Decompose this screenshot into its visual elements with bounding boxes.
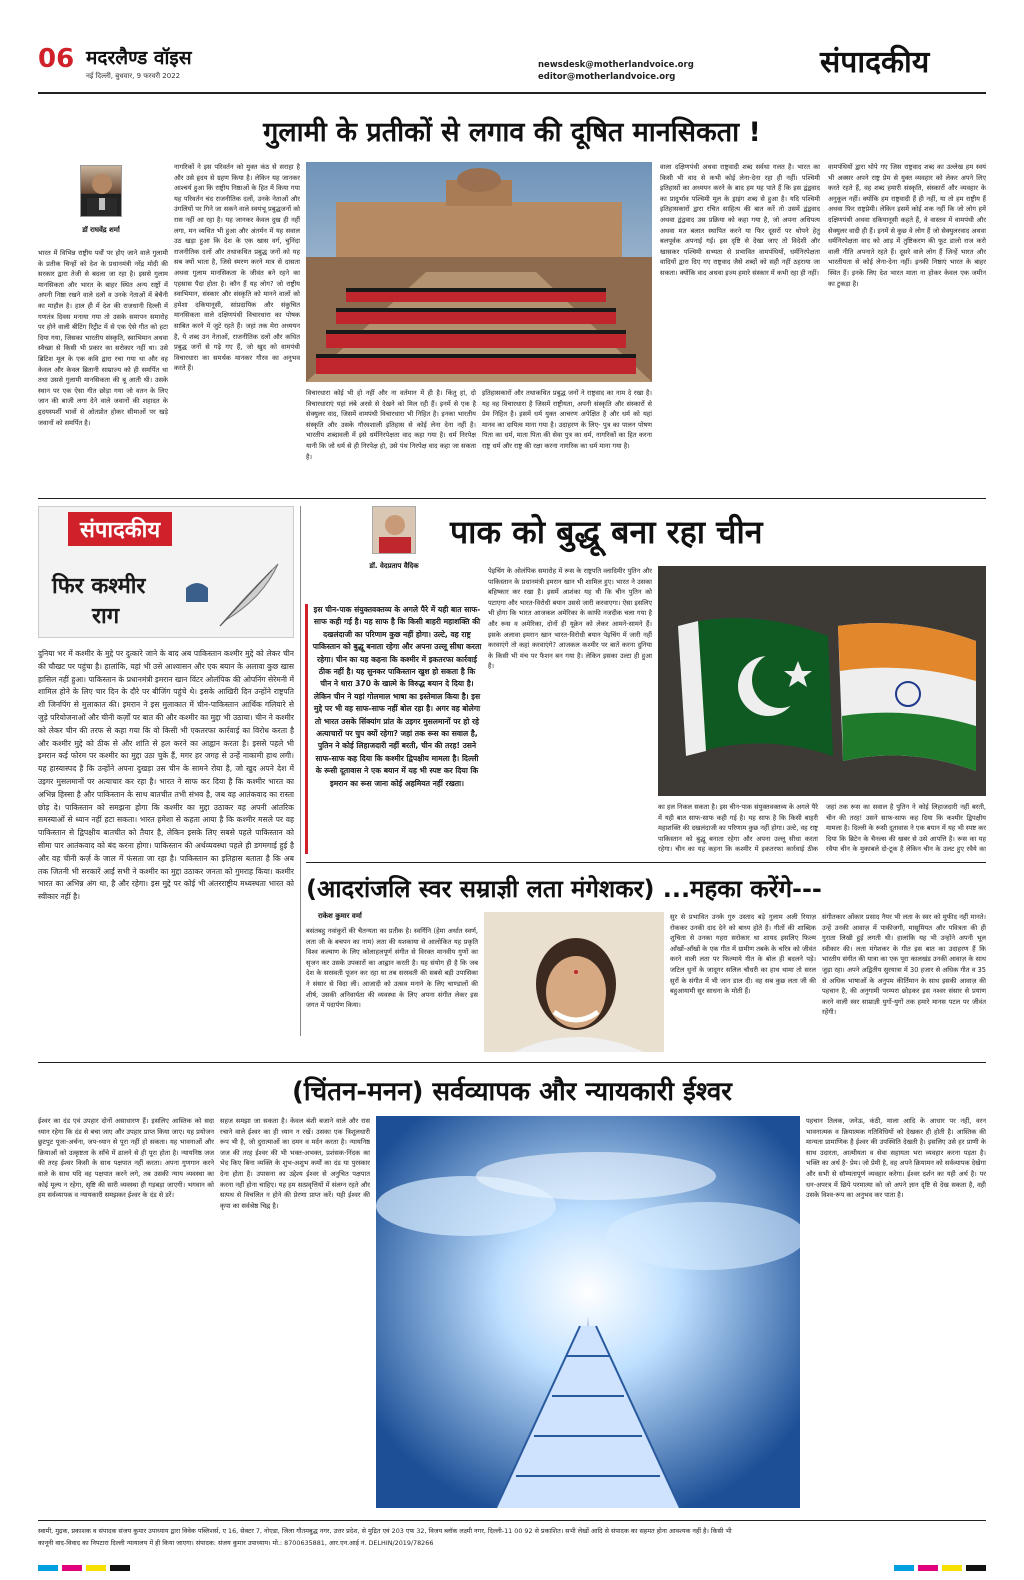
editorial-text: दुनिया भर में कश्मीर के मुद्दे पर दुत्कारे जाने के बाद अब पाकिस्तान कश्मीर मुद्दे को लेकर चीन की चौखट पर पहुंचा है। हालांकि, यहां भी उसे आश्वासन और एक बयान के अलावा कुछ खास हासिल नहीं हुआ। पाकिस्तान के प्रधानमंत्री इमरान खान विंटर ओलंपिक की ओपनिंग सेरेमनी में शामिल होने के लिए चार दिन के दौरे पर बीजिंग पहुंचे थे। इसके आखिरी दिन उन्होंने राष्ट्रपति शी जिनपिंग से मुलाकात की। इमरान ने इस मुलाकात में चीन-पाकिस्तान आर्थिक गलियारे से जुड़े परियोजनाओं और चीनी कर्ज़ों पर बात की और कश्मीर का मुद्दा भी उठाया। चीन ने कश्मीर को लेकर चीन की तरफ से कहा गया कि वो किसी भी एकतरफा कार्रवाई का विरोध करता है और कश्मीर मुद्दे को ठीक से और शांति से हल करने का आह्वान करता है। इससे पहले भी इमरान कई फोरम पर कश्मीर का मुद्दा उठा चुके हैं, मगर हर जगह से उन्हें नाकामी हाथ लगी। यह हास्यास्पद है कि उन्होंने अपना दुखड़ा उस चीन के सामने रोया है, जो खुद अपने देश में उइगर मुसलमानों पर अत्याचार कर रहा है। भारत ने साफ कर दिया है कि कश्मीर भारत का अभिन्न हिस्सा है और पाकिस्तान के साथ बातचीत तभी संभव है, जब वह आतंकवाद का रास्ता छोड़ दे। पाकिस्तान को समझना होगा कि कश्मीर का मुद्दा उठाकर वह अपनी आंतरिक समस्याओं से ध्यान नहीं हटा सकता। भारत हमेशा से कहता आया है कि कश्मीर मसले पर वह पाकिस्तान से द्विपक्षीय बातचीत को तैयार है, लेकिन इसके लिए सबसे पहले पाकिस्तान को सीमा पार आतंकवाद को बंद करना होगा। पाकिस्तान की अर्थव्यवस्था पहले ही डगमगाई हुई है और वह चीनी कर्ज़ के जाल में फंसता जा रहा है। पाकिस्तान का इतिहास बताता है कि अब तक जितनी भी सरकारें आईं सभी ने कश्मीर का मुद्दा उठाकर जनता को गुमराह किया। कश्मीर भारत का अभिन्न अंग था, है और रहेगा। इस मुद्दे पर कोई भी अंतरराष्ट्रीय मध्यस्थता भारत को स्वीकार नहीं है। (38, 649, 294, 902)
dateline: नई दिल्ली, बुधवार, 9 फरवरी 2022 (86, 72, 181, 80)
article2-lead: इस चीन-पाक संयुक्तवक्तव्य के अगले पैरे में यही बात साफ-साफ कही गई है। यह साफ है कि किसी बाहरी महाशक्ति की दखलंदाजी का परिणाम कुछ नहीं होगा। उल्टे, वह राष्ट्र पाकिस्तान को बुद्धू बनाता रहेगा और अपना उल्लू सीधा करता रहेगा। चीन का यह कहना कि कश्मीर में इकतरफा कार्रवाई ठीक नहीं है। यह सुनकर पाकिस्तान खुश हो सकता है कि चीन ने धारा 370 के खात्मे के विरुद्ध बयान दे दिया है। लेकिन चीन ने यहां गोलमाल भाषा का इस्तेमाल किया है। इस मुद्दे पर भी वह साफ-साफ नहीं बोल रहा है। अगर वह बोलेगा तो भारत उसके सिंक्यांग प्रांत के उइगर मुसलमानों पर हो रहे अत्याचारों पर चुप क्यों रहेगा? जहां तक रूस का सवाल है, पुतिन ने कोई लिहाजदारी नहीं बरती, चीन की तरह! उसने साफ-साफ कह दिया कि कश्मीर द्विपक्षीय मामला है। दिल्ली के रूसी दूतावास ने एक बयान में यह भी स्पष्ट कर दिया कि इमरान का रूस जाना कोई अहमियत नहीं रखता। (312, 605, 482, 788)
email-newsdesk: newsdesk@motherlandvoice.org (538, 60, 694, 70)
author-name-vaidik: डॉ. वेदप्रताप वैदिक (369, 562, 419, 570)
ink-pot-icon (182, 576, 212, 610)
author-name: डॉ राघवेंद्र शर्मा (82, 226, 120, 234)
quill-icon (212, 560, 282, 634)
article3-col2: सुर से प्रभावित उनके गुरु उस्ताद बड़े गुलाम अली रियाज़ रोककर उनकी दाद देने को बाध्य होते हैं। गीतों की शाब्दिक शुचिता से उनका गहरा सरोकार था शायद इसलिए फिल्म आँखों-आँखों के एक गीत में ग्रामीण तबके के चरित्र को जीवंत करने वाली लता पर फिल्माये गीत के बोल ही बदलने पड़े। जटिल धुनों के जादूगर सलिल चौधरी का हाथ थामा तो सरल सुरों के संगीत में भी जान डाल दी। वह सब कुछ लता जी की बहुआयामी सुर साधना के मोती हैं। (670, 913, 816, 996)
paper-name: मदरलैण्ड वॉइस (86, 47, 192, 69)
article1-col6: वामपंथियों द्वारा थोपे गए जिस राष्ट्रवाद शब्द का उल्लेख हम स्वयं भी अक्सर अपने राष्ट्र प्रेम से युक्त व्यवहार को लेकर अपने लिए करते रहते हैं, वह शब्द हमारी संस्कृति, संस्कारों और व्यवहार के अनुकूल नहीं। क्योंकि हम राष्ट्रवादी हैं ही नहीं, या तो हम राष्ट्रीय हैं अथवा फिर राष्ट्रप्रेमी। लेकिन इसमें कोई शक नहीं कि जो लोग हमें दक्षिणपंथी अथवा दकियानूसी कहते हैं, वे वास्तव में वामपंथी और सेक्युलर वादी ही हैं। इनमें से कुछ वे लोग हैं जो सेक्युलरवाद अथवा धर्मनिरपेक्षता वाद को आड़ में तुष्टिकरण की फूट डालो राज करो वाली नीति अपनाते रहते हैं। दूसरे वाले लोग हैं जिन्हें भारत और भारतीयता से कोई लेना-देना नहीं। इनकी निष्ठाएं भारत के बाहर स्थित हैं। इनके लिए देश भारत माता ना होकर केवल एक जमीन का टुकड़ा है। (828, 163, 986, 288)
article3-photo-lata (484, 912, 664, 1052)
editorial-title-line2: राग (92, 604, 120, 629)
masthead-rule (38, 92, 986, 94)
article3-headline: (आदरांजलि स्वर सम्राज्ञी लता मंगेशकर) ...महका करेंगे--- (306, 875, 822, 903)
author-name-rakesh: राकेश कुमार वर्मा (318, 912, 362, 920)
article1-headline: गुलामी के प्रतीकों से लगाव की दूषित मानसिकता ! (263, 117, 761, 148)
red-bar (305, 604, 308, 854)
article4-col2: सहज समझा जा सकता है। केवल बंशी बजाने वाले और रास रचाने वाले ईश्वर का ही ध्यान न रखें। उसका एक त्रिशूलधारी रूप भी है, जो दुरात्माओं का दमन व मर्दन करता है। न्यायनिष्ठ जज की तरह ईश्वर की भी भक्त-अभक्त, प्रशंसक-निंदक का भेद किए बिना व्यक्ति के शुभ-अशुभ कर्मों का दंड या पुरस्कार देना होता है। उपासना का उद्देश्य ईश्वर से अनुचित पक्षपात करना नहीं होना चाहिए। यह हम सत्प्रवृत्तियों में संलग्न रहते और सत्पथ से विचलित न होने की प्रेरणा प्राप्त करें। यही ईश्वर की कृपा का सर्वश्रेष्ठ चिह्न है। (220, 1117, 370, 1210)
article2-col4: जहां तक रूस का सवाल है पुतिन ने कोई लिहाजदारी नहीं बरती, चीन की तरह! उसने साफ-साफ कह दिया कि कश्मीर द्विपक्षीय मामला है। दिल्ली के रूसी दूतावास ने एक बयान में यह भी स्पष्ट कर दिया कि ब्रिटेन के चैनल्स की खबर से उसे आपत्ति है। रूस का यह रवैया चीन के मुकाबले दो-टूक है लेकिन चीन के उलट हुए रवैये का (826, 803, 986, 854)
page-number: 06 (38, 44, 75, 74)
article4-headline: (चिंतन-मनन) सर्वव्यापक और न्यायकारी ईश्वर (292, 1077, 732, 1107)
author-photo-vaidik (372, 506, 416, 554)
rule-a3 (38, 1062, 986, 1063)
editorial-badge: संपादकीय (68, 512, 172, 546)
article2-col3: का हल निकल सकता है। इस चीन-पाक संयुक्तवक्तव्य के अगले पैरे में यही बात साफ-साफ कही गई है। यह साफ है कि किसी बाहरी महाशक्ति की दखलंदाजी का परिणाम कुछ नहीं होगा। उल्टे, वह राष्ट्र पाकिस्तान को बुद्धू बनाता रहेगा और अपना उल्लू सीधा करता रहेगा। चीन का यह कहना कि कश्मीर में इकतरफा कार्रवाई ठीक (658, 803, 818, 854)
rule-a1 (38, 498, 986, 499)
article1-col2: नागरिकों ने इस परिवर्तन को मुक्त कंठ से सराहा है और उसे हृदय से ग्रहण किया है। लेकिन यह जानकर आश्चर्य हुआ कि राष्ट्रीय निष्ठाओं के हित में किया गया यह परिवर्तन चंद राजनीतिक दलों, उनके नेताओं और उंगलियों पर गिने जा सकने वाले स्वयंभू प्रबुद्धजनों को रास नहीं आ रहा है। यह जानकर केवल दुख ही नहीं लगा, मन व्यथित भी हुआ और अंतर्मन में यह सवाल उठ खड़ा हुआ कि देश के एक खास वर्ग, चुनिंदा राजनीतिक दलों और तथाकथित प्रबुद्ध जनों को यह सब क्यों भाता है, जिसे स्मरण करने मात्र से दासता अथवा गुलाम मानसिकता के जीवंत बने रहने का एहसास पैदा होता है। कौन हैं यह लोग? जो राष्ट्रीय स्वाभिमान, संस्कार और संस्कृति को मानने वालों को हमेशा दकियानूसी, सांप्रदायिक और संकुचित मानसिकता वाले दक्षिणपंथी विचारधारा का पोषक साबित करने में जुटे रहते हैं। जहां तक मेरा अध्ययन है, ये शब्द उन नेताओं, राजनीतिक दलों और कथित प्रबुद्ध जनों से गढ़े गए हैं, जो खुद को वामपंथी विचारधारा का समर्थक मानकर गौरव का अनुभव करते हैं। (174, 163, 300, 373)
article1-col3: विचारधारा कोई भी हो नहीं और ना वर्तमान में ही है। किंतु हां, दो विचारधाराएं यहां लंबे अरसे से देखने को मिल रही हैं। इनमें से एक है सेक्युलर वाद, जिसमें वामपंथी विचारधारा भी निहित है। इनका भारतीय संस्कृति और उसके गौरवशाली इतिहास से कोई लेना देना नहीं है। भारतीय शब्दावली में इसे धर्मनिरपेक्षता वाद कहा गया है। धर्म निरपेक्ष यानी कि जो धर्म से ही निरपेक्ष हो, उसे पंथ निरपेक्ष वाद कहा जा सकता है। (306, 389, 476, 461)
article1-col1: भारत में विभिन्न राष्ट्रीय पर्वों पर होए जाने वाले गुलामी के प्रतीक चिन्हों को देश के प्रधानमंत्री नरेंद्र मोदी की सरकार द्वारा तेजी से बदला जा रहा है। इससे गुलाम मानसिकता और भारत के बाहर स्थित अन्य राष्ट्रों में अपनी निष्ठा रखने वाले दलों व उनके नेताओं में बेचैनी का माहौल है। हाल ही में देश की राजधानी दिल्ली में गणतंत्र दिवस मनाया गया तो उसके समापन समारोह पर होने वाली बीटिंग रिट्रीट में से एक ऐसे गीत को हटा दिया गया, जिसका भारतीय संस्कृति, स्वाभिमान अथवा स्वैच्छा से किसी भी प्रकार का सरोकार नहीं था। उसे ब्रिटिश मूल के एक कवि द्वारा रचा गया था और वह केवल और केवल ब्रितानी साम्राज्य को ही समर्पित था तथा उससे गुलामी मानसिकता की बू आती थी। उसके स्थान पर एक ऐसा गीत छोड़ा गया जो वतन के लिए जान की बाजी लगा देने वाले जवानों की शहादत के हृदयस्पर्शी भावों से ओतप्रोत होकर सीमाओं पर खड़े जवानों को समर्पित है। (38, 249, 168, 427)
article1-col5: वाला दक्षिणपंथी अथवा राष्ट्रवादी शब्द सर्वथा गलत है। भारत का किसी भी वाद से कभी कोई लेना-देना रहा ही नहीं। पश्चिमी इतिहासों का अध्ययन करने के बाद हम यह पाते हैं कि इस द्वंद्ववाद का प्रादुर्भाव पश्चिमी मूल के ड्राइंग शब्द से हुआ है। यदि पश्चिमी इतिहासकारों द्वारा रचित साहित्य की बात करें तो उसमें द्वंद्ववाद अथवा द्वंद्ववाद उस प्रक्रिया को कहा गया है, जो अपना अधिपत्य अथवा मत बलात स्थापित करने या फिर दूसरों पर थोपने हेतु बलपूर्वक अपनाई गई। इस दृष्टि से देखा जाए तो विदेशी और खासकर पश्चिमी सभ्यता से प्रभावित वामपंथियों, धर्मनिरपेक्षता वादियों द्वारा दिए गए राष्ट्रवाद जैसे शब्दों को सही नहीं ठहराया जा सकता। क्योंकि वाद अथवा इज्म हमारे संस्कार में कभी रहा ही नहीं। (660, 163, 820, 277)
article4-photo-sky-bridge (376, 1116, 800, 1508)
article4-col1: ईश्वर का दंड एवं उपहार दोनों असाधारण हैं। इसलिए आस्तिक को सदा ध्यान रहेगा कि दंड से बचा जाए और उपहार प्राप्त किया जाए। यह प्रयोजन छुटपुट पूजा-अर्चना, जप-ध्यान से पूरा नहीं हो सकता। यह भावनाओं और क्रियाओं को उत्कृष्टता के साँचे में ढालने से ही पूरा होता है। न्यायनिष्ठ जज की तरह ईश्वर किसी के साथ पक्षपात नहीं करता। अपना गुणगान करने वाले के साथ यदि वह पक्षपात करने लगे, तब उसकी न्याय व्यवस्था का कोई मूल्य न रहेगा, सृष्टि की सारी व्यवस्था ही गड़बड़ा जाएगी। भगवान को हम सर्वव्यापक व न्यायकारी समझकर ईश्वर के दंड से डरें। (38, 1117, 214, 1200)
author-photo-raghvendra (80, 165, 122, 217)
color-registration-bar (38, 1556, 986, 1562)
article2-photo-flags (658, 566, 986, 796)
rule-a2 (306, 862, 986, 863)
footer-imprint-line1: स्वामी, मुद्रक, प्रकाशक व संपादक संजय कुमार उपाध्याय द्वारा विवेक पब्लिशर्स, ए 16, सेक्टर 7, नोएडा, जिला गौतमबुद्ध नगर, उत्तर प्रदेश, से मुद्रित एवं 203 एफ 32, विजय ब्लॉक लक्ष्मी नगर, दिल्ली-11 00 92 से प्रकाशित। सभी लेखों आदि से संपादक का सहमत होना आवश्यक नहीं है। किसी भी (38, 1527, 732, 1535)
footer-imprint-line2: कानूनी वाद-विवाद का निपटारा दिल्ली न्यायालय में ही किया जाएगा। संपादक: संजय कुमार उपाध्याय। मो.: 8700635881, आर.एन.आई नं. DELHIN/2019/78266 (38, 1539, 434, 1547)
divider-editorial (300, 506, 301, 1036)
article1-col4: इतिहासकारों और तथाकथित प्रबुद्ध जनों ने राष्ट्रवाद का नाम दे रखा है। यह वह विचारधारा है जिसमें राष्ट्रीयता, अपनी संस्कृति और संस्कारों से प्रेम निहित है। इसमें धर्म युक्त आचरण अपेक्षित है और धर्म को यहां मानव का दायित्व माना गया है। उदाहरण के लिए- पुत्र का पालन पोषण पिता का धर्म, माता पिता की सेवा पुत्र का धर्म, नागरिकों का हित करना राष्ट्र धर्म और राष्ट्र की रक्षा करना नागरिक का धर्म माना गया है। (482, 389, 652, 450)
editorial-title-line1: फिर कश्मीर (52, 574, 146, 599)
section-title: संपादकीय (820, 45, 930, 80)
article3-col1: बसंतबहु नवांकुरों की चैतन्यता का प्रतीक है। स्वर्गिनि (हेमा अर्थात स्वर्ण, लता जी के बचपन का नाम) लता की यशकाया से आलोकित यह प्रकृति विश्व कल्याण के लिए कोलाहलपूर्ण संगीत से विरक्त मानवीय गुणों का सृजन कर उसके उपकारों का आह्वान करती है। यह संयोग ही है कि जब देश के सरस्वती पूजन कर रहा था तब सरस्वती की सबसे बड़ी उपासिका ने संसार से विदा ली। आजादी को उत्सव मनाने के लिए चाण्डालों की शीर्ष, उसकी अनिवार्यता की व्यवस्था के लिए अपना संगीत लेकर इस जगत में पदार्पण किया। (306, 927, 478, 1010)
email-editor: editor@motherlandvoice.org (538, 72, 676, 82)
footer-rule (38, 1520, 986, 1521)
article3-col3: संगीतकार ओंकार प्रसाद नैयर भी लता के स्वर को मुफीद नहीं मानते। उन्हें उनकी आवाज़ में पाकीजगी, मासूमियत और पवित्रता की ही गुराता लिखी हुई लगती थी। हालांकि यह भी उन्होंने अपनी भूल स्वीकार की। लता मंगेशकर के गीत इस बात का उदाहरण हैं कि भारतीय संगीत की यात्रा का एक पूरा कालखंड उनकी आवाज़ के साथ जुड़ा रहा। अपने अद्वितीय सुरयात्रा में 30 हजार से अधिक गीत व 35 से अधिक भाषाओं के अनुपम कीर्तिमान के साथ इसकी आवाज़ की पहचान है, की अनुगामी परम्परा छोड़कर इस नश्वर संसार से प्रयाण करने वाली स्वर साम्राज्ञी युगों-युगों तक हमारे मानस पटल पर जीवंत रहेंगी। (822, 913, 986, 1017)
article2-headline: पाक को बुद्धू बना रहा चीन (450, 513, 763, 551)
article1-photo-beating-retreat (306, 162, 652, 382)
article2-col2: पेइचिंग के ओलंपिक समारोह में रूस के राष्ट्रपति व्लादिमीर पुतिन और पाकिस्तान के प्रधानमंत्री इमरान खान भी शामिल हुए। भारत ने उसका बहिष्कार कर रखा है। इसमें आशंका यह थी कि चीन पुतिन को पटाएगा और भारत-विरोधी बयान उससे जारी करवाएगा। ऐसा इसलिए भी होगा कि भारत आजकल अमेरिका के काफी नजदीक चला गया है और रूस व अमेरिका, दोनों ही यूक्रेन को लेकर आमने-सामने हैं। इसके अलावा इमरान खान भारत-विरोधी बयान पेइचिंग में जारी नहीं करवाएंगे तो कहां करवाएंगे? आजकल कश्मीर पर बातें करना दुनिया के किसी भी मंच पर फैशन बन गया है। लेकिन इसका उल्टा ही हुआ है। (488, 567, 652, 671)
article4-col3: पहचान तिलक, जनेऊ, कंठी, माला आदि के आधार पर नहीं, वरन भावनात्मक व क्रियात्मक गतिविधियों को देखकर ही होती है। आस्तिक की मान्यता प्रामाणिक है ईश्वर की उपस्थिति देखती है। इसलिए उसे हर प्राणी के साथ उदारता, आत्मीयता व सेवा सहायता भरा व्यवहार करना पड़ता है। भक्ति का अर्थ है- प्रेम। जो प्रेमी है, वह अपने क्रियामन को सर्वव्यापक देखेगा और सभी से सौम्यतापूर्ण व्यवहार करेगा। ईश्वर दर्शन का यही अर्थ है। पर धन-अपरत्र में छिपे परमात्मा को जो अपने ज्ञान दृष्टि से देख सकता है, वही उसके विश्व-रूप का अनुभव कर पाता है। (806, 1117, 986, 1200)
